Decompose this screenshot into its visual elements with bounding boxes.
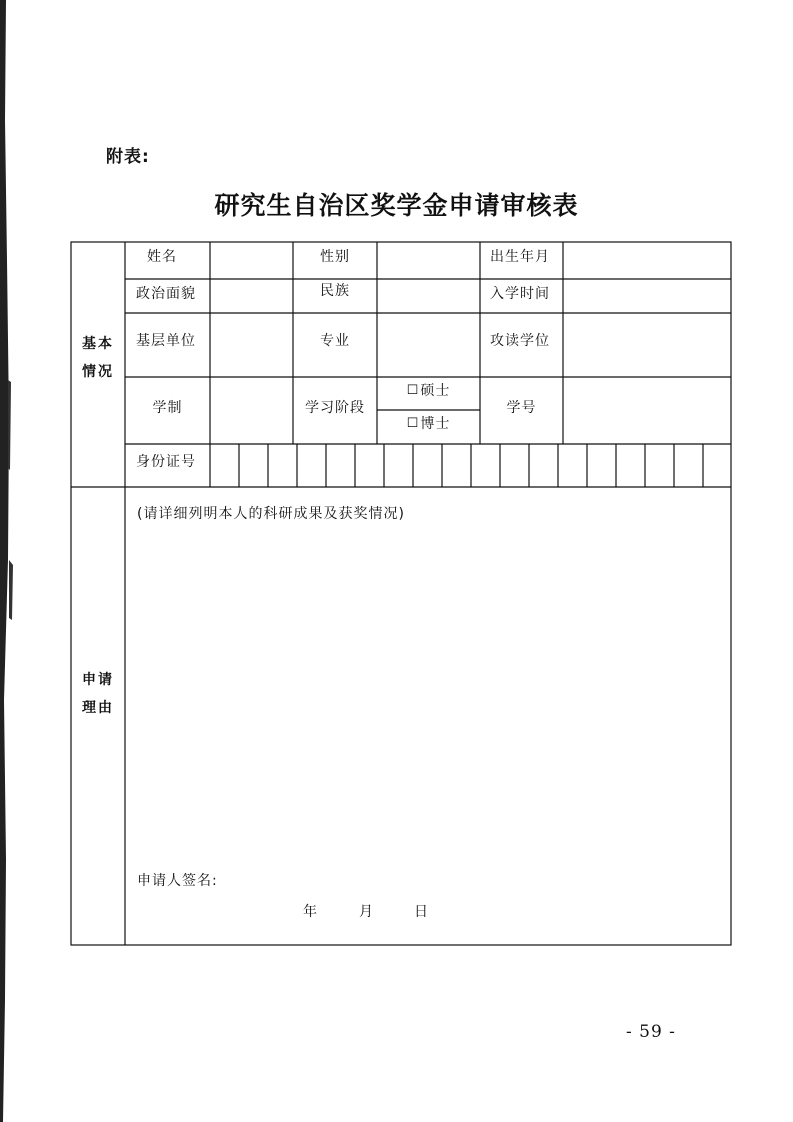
student-id-label [480,377,563,437]
name-label [147,242,207,269]
birth-label-text: 出生年月 [490,248,550,265]
name-value-field[interactable] [210,242,293,279]
gender-label-text: 性别 [320,248,350,265]
duration-value-field[interactable] [210,377,293,444]
id-number-label [136,444,210,478]
gender-value-field[interactable] [377,242,480,279]
id-number-label-text: 身份证号 [136,454,196,470]
page-number: - 59 - [626,1022,676,1042]
degree-value-field[interactable] [563,313,731,377]
reason-hint: (请详细列明本人的科研成果及获奖情况) [137,506,405,522]
name-label-text: 姓名 [147,248,177,265]
signature-label: 申请人签名: [137,873,218,889]
reason-section-label [71,666,125,722]
phd-label: 博士 [420,416,451,432]
stage-label [293,377,377,437]
degree-label-text: 攻读学位 [490,333,550,349]
unit-value-field[interactable] [210,313,293,377]
ethnicity-label [320,279,377,301]
enroll-time-label-text: 入学时间 [490,286,550,302]
enroll-time-value-field[interactable] [563,279,731,313]
reason-text-area[interactable] [126,530,730,860]
major-label [293,313,377,367]
gender-label [320,242,377,269]
stage-phd-option[interactable] [377,410,480,436]
stage-master-option[interactable] [377,377,480,403]
unit-label-text: 基层单位 [136,333,196,349]
attachment-label: 附表: [106,147,150,167]
political-value-field[interactable] [210,279,293,313]
birth-label [490,242,563,269]
id-number-digit-cells[interactable] [210,444,731,487]
student-id-label-text: 学号 [506,400,537,416]
major-value-field[interactable] [377,313,480,377]
major-label-text: 专业 [320,333,350,349]
stage-label-text: 学习阶段 [305,400,365,416]
reason-label-line2: 理由 [82,700,114,716]
student-id-value-field[interactable] [563,377,731,444]
reason-label-line1: 申请 [82,672,114,688]
form-title: 研究生自治区奖学金申请审核表 [214,191,579,220]
master-checkbox-icon[interactable]: ☐ [406,382,420,398]
ethnicity-value-field[interactable] [377,279,480,313]
basic-label-line2: 情况 [82,364,114,380]
duration-label [125,377,210,437]
birth-value-field[interactable] [563,242,731,279]
enroll-time-label [490,279,563,307]
date-month: 月 [359,904,373,920]
political-label-text: 政治面貌 [136,286,196,302]
unit-label [136,313,210,367]
basic-section-label [71,330,125,386]
phd-checkbox-icon[interactable]: ☐ [406,415,420,431]
basic-label-line1: 基本 [82,336,114,352]
ethnicity-label-text: 民族 [320,283,350,299]
date-day: 日 [414,904,428,920]
date-year: 年 [303,904,317,920]
master-label: 硕士 [420,383,451,399]
duration-label-text: 学制 [152,400,183,416]
political-label [136,279,210,307]
degree-label [490,313,563,367]
